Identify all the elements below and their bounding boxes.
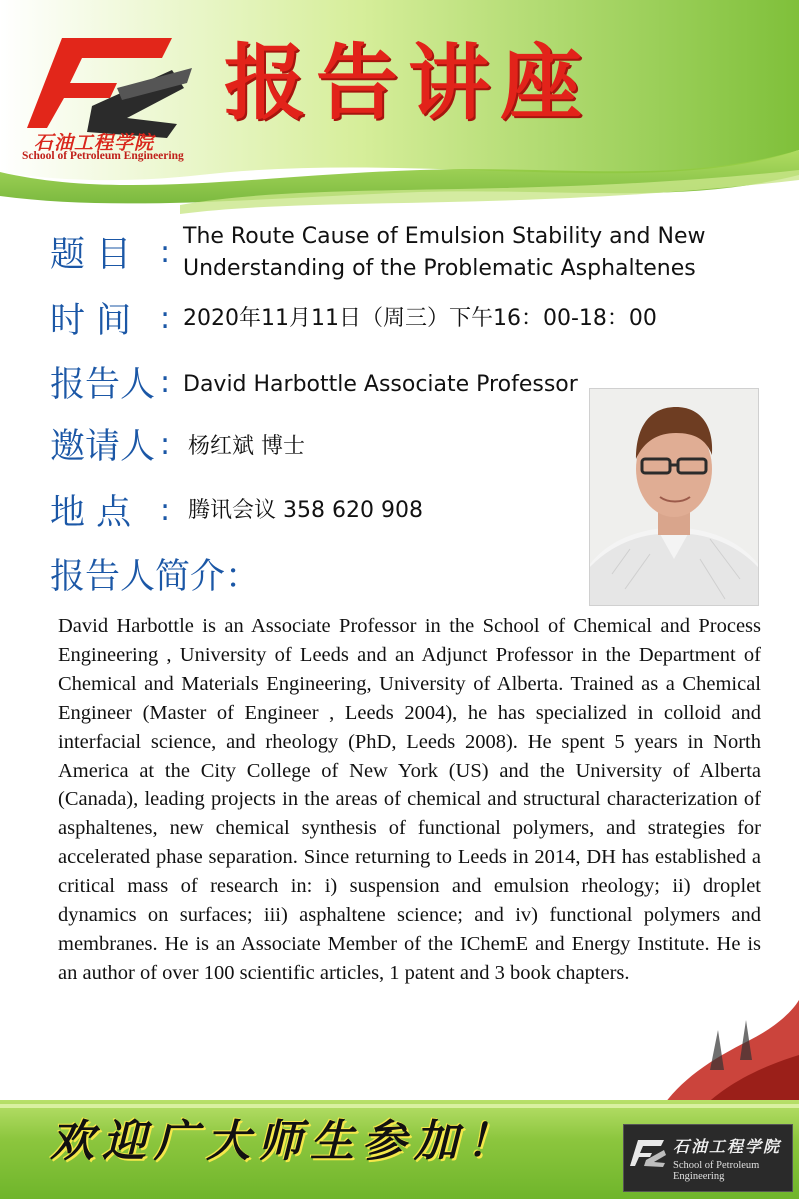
decorative-flame	[640, 1000, 799, 1110]
place-label: 地 点	[50, 493, 132, 533]
place-colon: :	[160, 493, 171, 528]
corner-school-en: School of Petroleum Engineering	[673, 1160, 760, 1182]
speaker-bio: David Harbottle is an Associate Professor in the School of Chemical and Process Engineering , University of Leeds and an Adjunct Professor in the Department of Chemical and Materials Engineering, University of Alberta. Trained as a Chemical Engineer (Master of Engineer , Leeds 2004), he has specialized in colloid and interfacial science, and rheology (PhD, Leeds 2008). He spent 5 years in North America at the City College of New York (US) and the University of Alberta (Canada), leading projects in the areas of chemical and structural characterization of asphaltenes, new chemical synthesis of functional polymers, and strategies for accelerated phase separation. Since returning to Leeds in 2014, DH has established a critical mass of research in: i) suspension and emulsion rheology; ii) droplet dynamics on surfaces; iii) asphaltene science; and iv) functional polymers and membranes. He is an Associate Member of the IChemE and Energy Institute. He is an author of over 100 scientific articles, 1 patent and 3 book chapters.	[58, 615, 761, 984]
inviter-value: 杨红斌 博士	[188, 434, 305, 459]
speaker-colon: :	[160, 365, 171, 400]
speaker-label: 报告人	[50, 365, 156, 405]
topic-label: 题 目	[50, 235, 132, 275]
time-value: 2020年11月11日（周三）下午16：00-18：00	[183, 306, 657, 331]
speaker-photo	[589, 388, 759, 606]
intro-label: 报告人简介：	[50, 557, 261, 597]
corner-logo-icon	[630, 1136, 668, 1174]
welcome-slogan: 欢迎广大师生参加！	[50, 1116, 518, 1167]
topic-line-2: Understanding of the Problematic Asphaltenes	[183, 256, 696, 281]
school-name-cn: 石油工程学院	[34, 132, 155, 154]
poster-title: 报告讲座	[224, 35, 593, 131]
time-label: 时 间	[50, 301, 132, 341]
inviter-colon: :	[160, 427, 171, 462]
speaker-portrait-illustration	[590, 389, 758, 605]
inviter-label: 邀请人	[50, 427, 156, 467]
time-colon: :	[160, 301, 171, 336]
corner-school-cn: 石油工程学院	[673, 1137, 782, 1156]
footer-highlight	[0, 1104, 799, 1108]
topic-colon: :	[160, 235, 171, 270]
school-name-en: School of Petroleum Engineering	[22, 150, 184, 162]
topic-line-1: The Route Cause of Emulsion Stability and New	[183, 224, 706, 249]
place-value: 腾讯会议 358 620 908	[188, 498, 423, 523]
speaker-value: David Harbottle Associate Professor	[183, 372, 578, 397]
